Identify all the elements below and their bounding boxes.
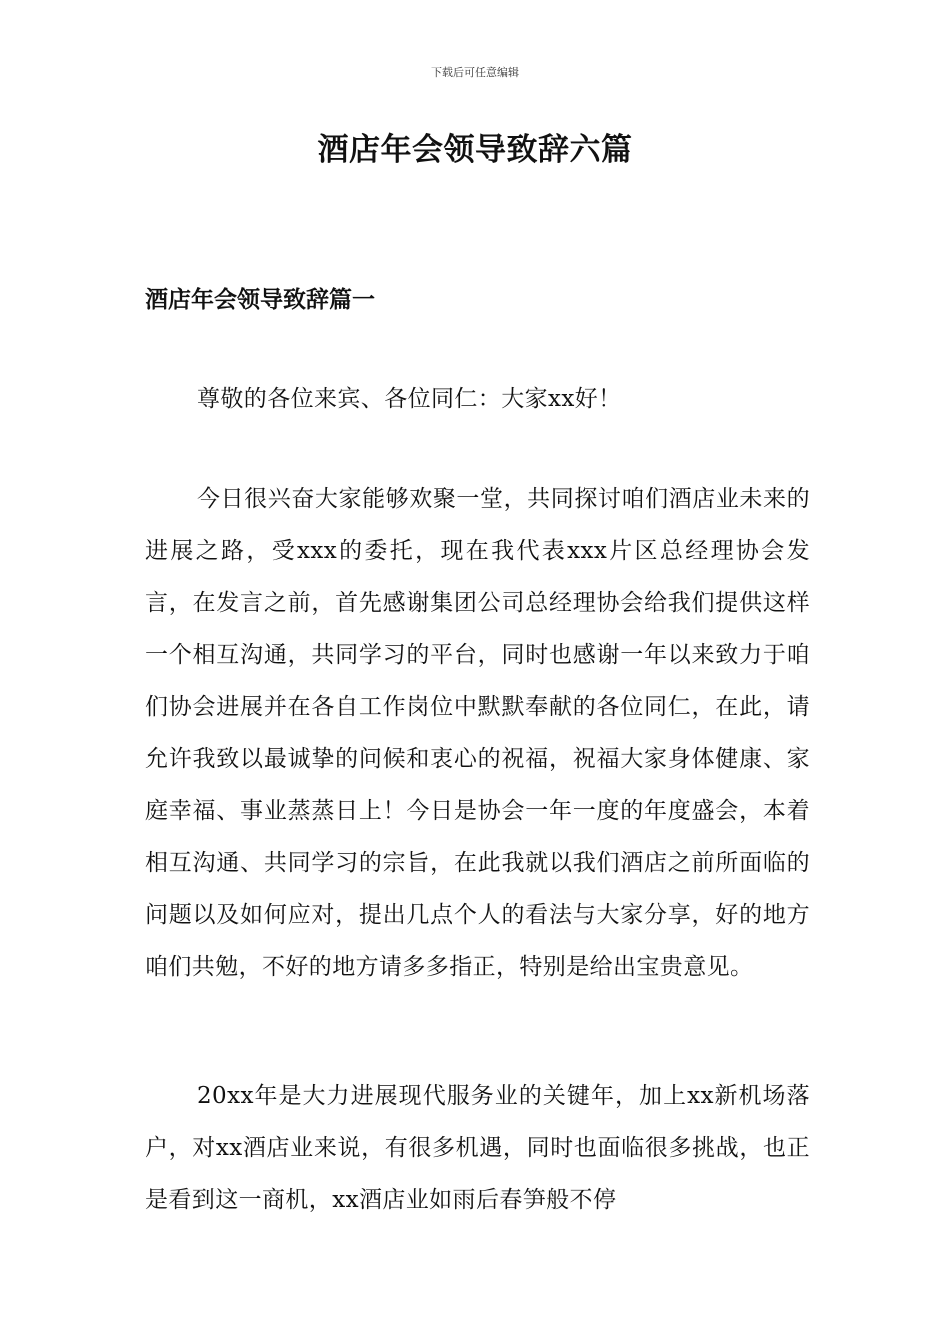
body-paragraph: 20xx年是大力进展现代服务业的关键年，加上xx新机场落户，对xx酒店业来说，有很多机遇，同时也面临很多挑战，也正是看到这一商机，xx酒店业如雨后春笋般不停 — [145, 1083, 810, 1213]
greeting-paragraph: 尊敬的各位来宾、各位同仁：大家xx好！ — [197, 386, 622, 412]
download-note: 下载后可任意编辑 — [431, 66, 519, 79]
section-heading: 酒店年会领导致辞篇一 — [145, 286, 375, 313]
body-paragraph: 今日很兴奋大家能够欢聚一堂，共同探讨咱们酒店业未来的进展之路，受xxx的委托，现在我代表xxx片区总经理协会发言，在发言之前，首先感谢集团公司总经理协会给我们提供这样一个相互沟通，共同学习的平台，同时也感谢一年以来致力于咱们协会进展并在各自工作岗位中默默奉献的各位同仁，在此，请允许我致以最诚挚的问候和衷心的祝福，祝福大家身体健康、家庭幸福、事业蒸蒸日上！今日是协会一年一度的年度盛会，本着相互沟通、共同学习的宗旨，在此我就以我们酒店之前所面临的问题以及如何应对，提出几点个人的看法与大家分享，好的地方咱们共勉，不好的地方请多多指正，特别是给出宝贵意见。 — [145, 486, 810, 980]
document-title: 酒店年会领导致辞六篇 — [317, 132, 633, 168]
